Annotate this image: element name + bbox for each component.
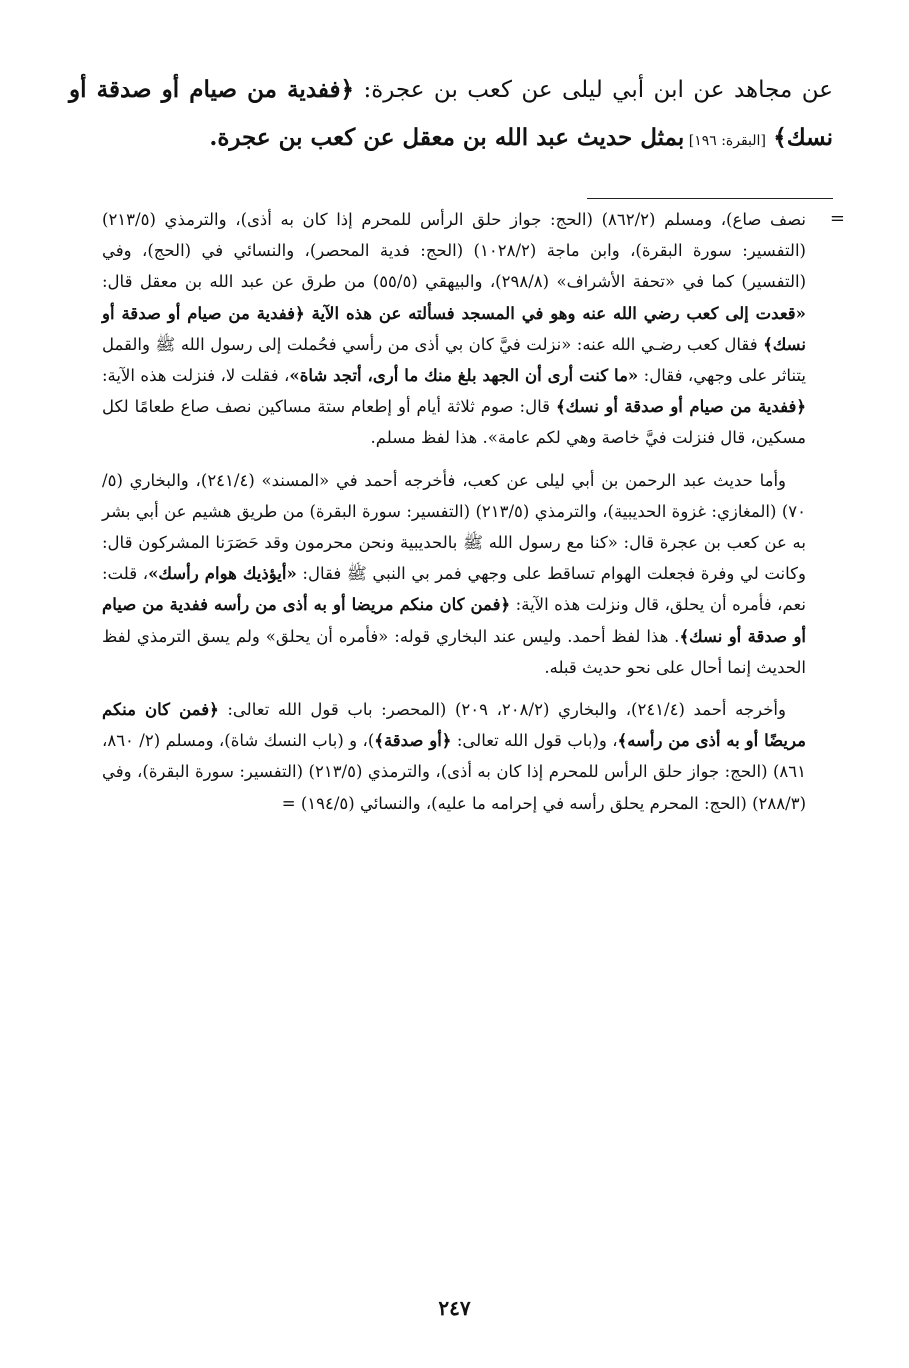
footnotes	[102, 204, 806, 830]
main-text-intro: عن مجاهد عن ابن أبي ليلى عن كعب بن عجرة:	[354, 77, 833, 103]
verse-reference: [البقرة: ١٩٦]	[684, 133, 766, 149]
quran-quote: ﴿ففدية من صيام أو صدقة أو نسك﴾	[556, 397, 806, 417]
footnote-separator	[587, 198, 833, 199]
quran-quote: ﴿أو صدقة﴾	[374, 731, 452, 751]
footnote-paragraph-1	[102, 204, 806, 454]
quran-quote: ﴿فمن كان منكم مريضًا أو به أذى من رأسه﴾	[102, 700, 806, 751]
quran-quote: ﴿فمن كان منكم مريضا أو به أذى من رأسه ففدية من صيام أو صدقة أو نسك﴾	[102, 595, 806, 646]
footnote-text: وأما حديث عبد الرحمن بن أبي ليلى عن كعب، فأخرجه أحمد في «المسند» (٢٤١/٤)، والبخاري (٥/ ٧٠) (المغازي: غزوة الحديبية)، والترمذي (٢١٣/٥) (التفسير: سورة البقرة) من طريق هشيم عن أبي بشر به عن كعب بن عجرة قال: «كنا مع رسول الله ﷺ بالحديبية ونحن محرمون وقد حَصَرَنا المشركون قال: وكانت لي وفرة فجعلت الهوام تساقط على وجهي فمر بي النبي ﷺ فقال:	[102, 470, 806, 584]
hadith-quote: «ما كنت أرى أن الجهد بلغ منك ما أرى، أتجد شاة»	[289, 366, 639, 386]
footnote-continuation-mark: =	[829, 208, 845, 229]
page-number: ٢٤٧	[438, 1296, 471, 1320]
footnote-text: ، فقلت لا، فنزلت هذه الآية:	[102, 366, 290, 386]
quran-quote: ﴿ففدية من صيام أو صدقة أو نسك﴾	[69, 76, 833, 151]
hadith-quote: «قعدت إلى كعب رضي الله عنه وهو في المسجد فسألته عن هذه الآية ﴿ففدية من صيام أو صدقة أو نسك﴾	[102, 303, 806, 354]
footnote-text: نصف صاع)، ومسلم (٨٦٢/٢) (الحج: جواز حلق الرأس للمحرم إذا كان به أذى)، والترمذي (٢١٣/٥) (التفسير: سورة البقرة)، وابن ماجة (١٠٢٨/٢) (الحج: فدية المحصر)، والنسائي في (الحج)، وفي (التفسير) كما في «تحفة الأشراف» (٢٩٨/٨)، والبيهقي (٥٥/٥) من طرق عن عبد الله بن معقل قال:	[102, 210, 807, 292]
footnote-text: . هذا لفظ أحمد. وليس عند البخاري قوله: «فأمره أن يحلق» ولم يسق الترمذي لفظ الحديث إنما أحال على نحو حديث قبله.	[102, 626, 806, 677]
hadith-quote: «أيؤذيك هوام رأسك»	[148, 564, 297, 584]
footnote-text: قال: صوم ثلاثة أيام أو إطعام ستة مساكين نصف صاع طعامًا لكل مسكين، قال فنزلت فيَّ خاصة وهي لكم عامة». هذا لفظ مسلم.	[102, 397, 806, 448]
footnote-text: فقال كعب رضـي الله عنه: «نزلت فيَّ كان بي أذى من رأسي فحُملت إلى رسول الله ﷺ والقمل يتناثر على وجهي، فقال:	[102, 334, 806, 386]
footnote-paragraph-2	[102, 465, 806, 683]
footnote-text: ، قلت: نعم، فأمره أن يحلق، قال ونزلت هذه الآية:	[102, 564, 806, 615]
main-text-conclusion: بمثل حديث عبد الله بن معقل عن كعب بن عجرة.	[209, 124, 685, 151]
footnote-text: )، و (باب النسك شاة)، ومسلم (٢/ ٨٦٠، ٨٦١) (الحج: جواز حلق الرأس للمحرم إذا كان به أذى)، والترمذي (٢١٣/٥) (التفسير: سورة البقرة)، وفي (٢٨٨/٣) (الحج: المحرم يحلق رأسه في إحرامه ما عليه)، والنسائي (١٩٤/٥) =	[102, 731, 807, 813]
footnote-text: وأخرجه أحمد (٢٤١/٤)، والبخاري (٢٠٨/٢، ٢٠٩) (المحصر: باب قول الله تعالى:	[218, 700, 786, 720]
footnote-text: ، و(باب قول الله تعالى:	[451, 731, 618, 751]
main-text	[69, 66, 833, 165]
footnote-paragraph-3	[102, 694, 806, 819]
